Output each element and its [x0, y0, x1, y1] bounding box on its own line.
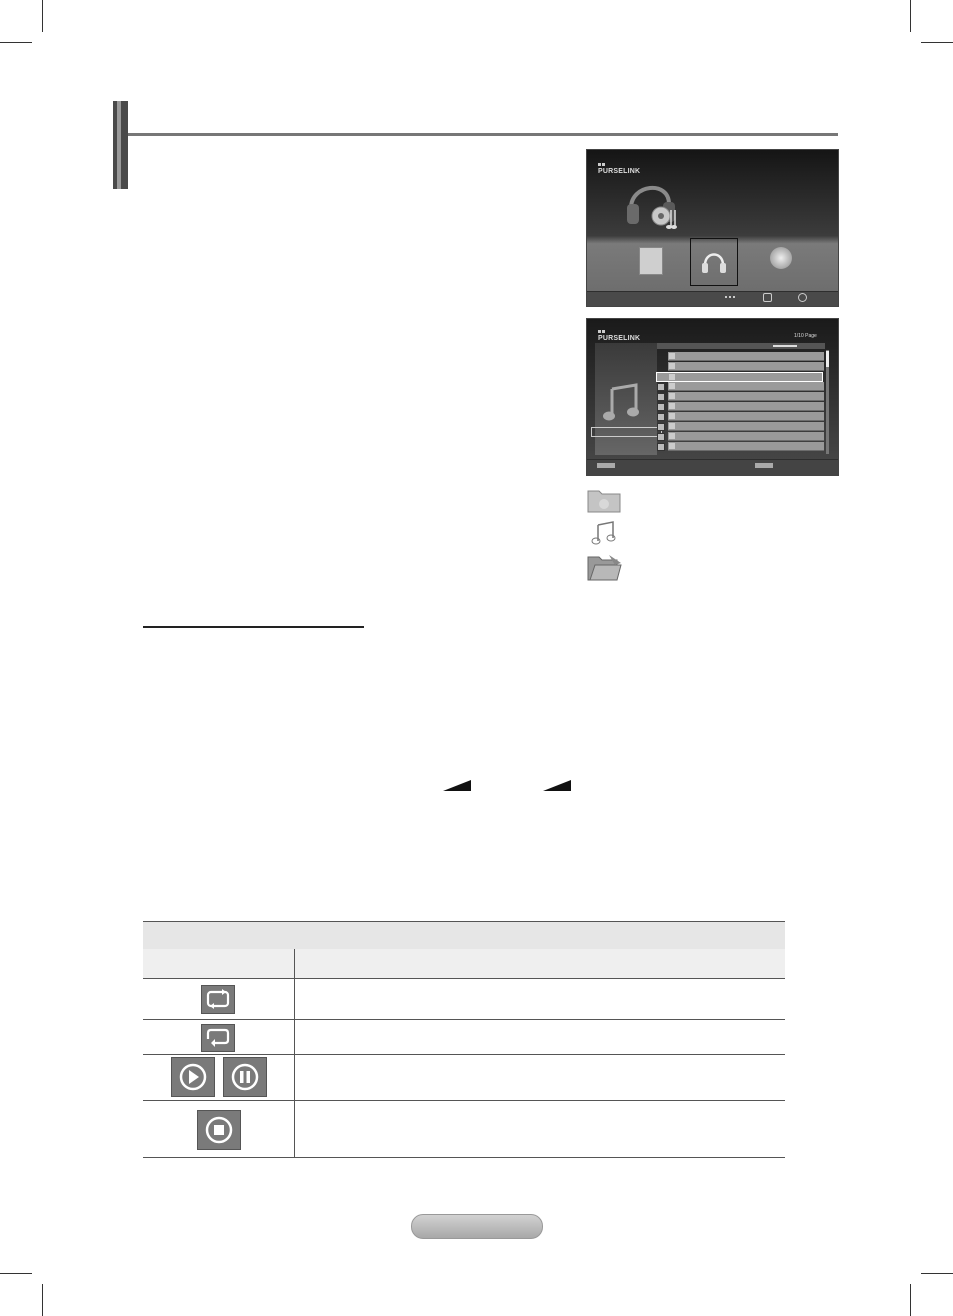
- wedge-icon: [443, 780, 471, 791]
- nav-icon: [725, 296, 735, 301]
- table-subheader: [143, 949, 785, 979]
- headphone-hero-icon: [623, 170, 683, 232]
- setup-menu-icon[interactable]: [770, 247, 792, 269]
- music-note-icon: [602, 383, 642, 423]
- table-row: [143, 979, 785, 1020]
- list-key-button: [597, 463, 615, 468]
- table-row: [143, 1101, 785, 1158]
- page-indicator: 1/10 Page: [794, 333, 817, 339]
- play-icon: [171, 1057, 215, 1097]
- table-row: [143, 1055, 785, 1101]
- brand-logo: PURSELINK: [598, 161, 640, 175]
- stop-icon: [197, 1110, 241, 1150]
- repeat-one-icon: [201, 1024, 235, 1052]
- folder-icon: [587, 487, 621, 513]
- crop-mark: [910, 0, 911, 32]
- table-row: [143, 1020, 785, 1055]
- title-bar-accent-highlight: [117, 101, 121, 189]
- crop-mark: [0, 42, 32, 43]
- list-item[interactable]: [668, 392, 824, 401]
- music-file-icon: [591, 521, 617, 545]
- enter-icon: [763, 293, 772, 302]
- repeat-all-icon: [201, 985, 235, 1014]
- parent-folder-icon: [587, 553, 623, 581]
- list-item[interactable]: [668, 432, 824, 441]
- headphone-icon: [691, 239, 737, 285]
- brand-logo: PURSELINK: [598, 328, 640, 342]
- pause-icon: [223, 1057, 267, 1097]
- list-item[interactable]: [668, 352, 824, 361]
- list-item[interactable]: [656, 372, 823, 382]
- return-icon: [798, 293, 807, 302]
- list-item[interactable]: [668, 362, 824, 371]
- music-menu-icon[interactable]: [690, 238, 738, 286]
- list-item[interactable]: [668, 442, 824, 451]
- crop-mark: [921, 42, 953, 43]
- progress-bar: [773, 345, 797, 347]
- list-item[interactable]: [668, 422, 824, 431]
- now-playing-bar: [657, 343, 825, 349]
- photo-menu-icon[interactable]: [639, 247, 663, 275]
- scrollbar-thumb[interactable]: [826, 351, 829, 367]
- selected-track-box: [591, 427, 662, 437]
- title-rule: [128, 133, 838, 136]
- list-item[interactable]: [668, 402, 824, 411]
- list-item[interactable]: [668, 412, 824, 421]
- album-art-panel: [595, 343, 657, 455]
- crop-mark: [42, 0, 43, 32]
- crop-mark: [921, 1273, 953, 1274]
- crop-mark: [910, 1284, 911, 1316]
- page-number-badge: [411, 1214, 543, 1239]
- list-key-button: [755, 463, 773, 468]
- list-status-bar: [587, 459, 838, 476]
- crop-mark: [0, 1273, 32, 1274]
- crop-mark: [42, 1284, 43, 1316]
- wedge-icon: [543, 780, 571, 791]
- tv-screenshot-menu: [586, 149, 839, 307]
- table-header: [143, 921, 785, 950]
- list-item[interactable]: [668, 382, 824, 391]
- section-heading-underline: [143, 626, 364, 628]
